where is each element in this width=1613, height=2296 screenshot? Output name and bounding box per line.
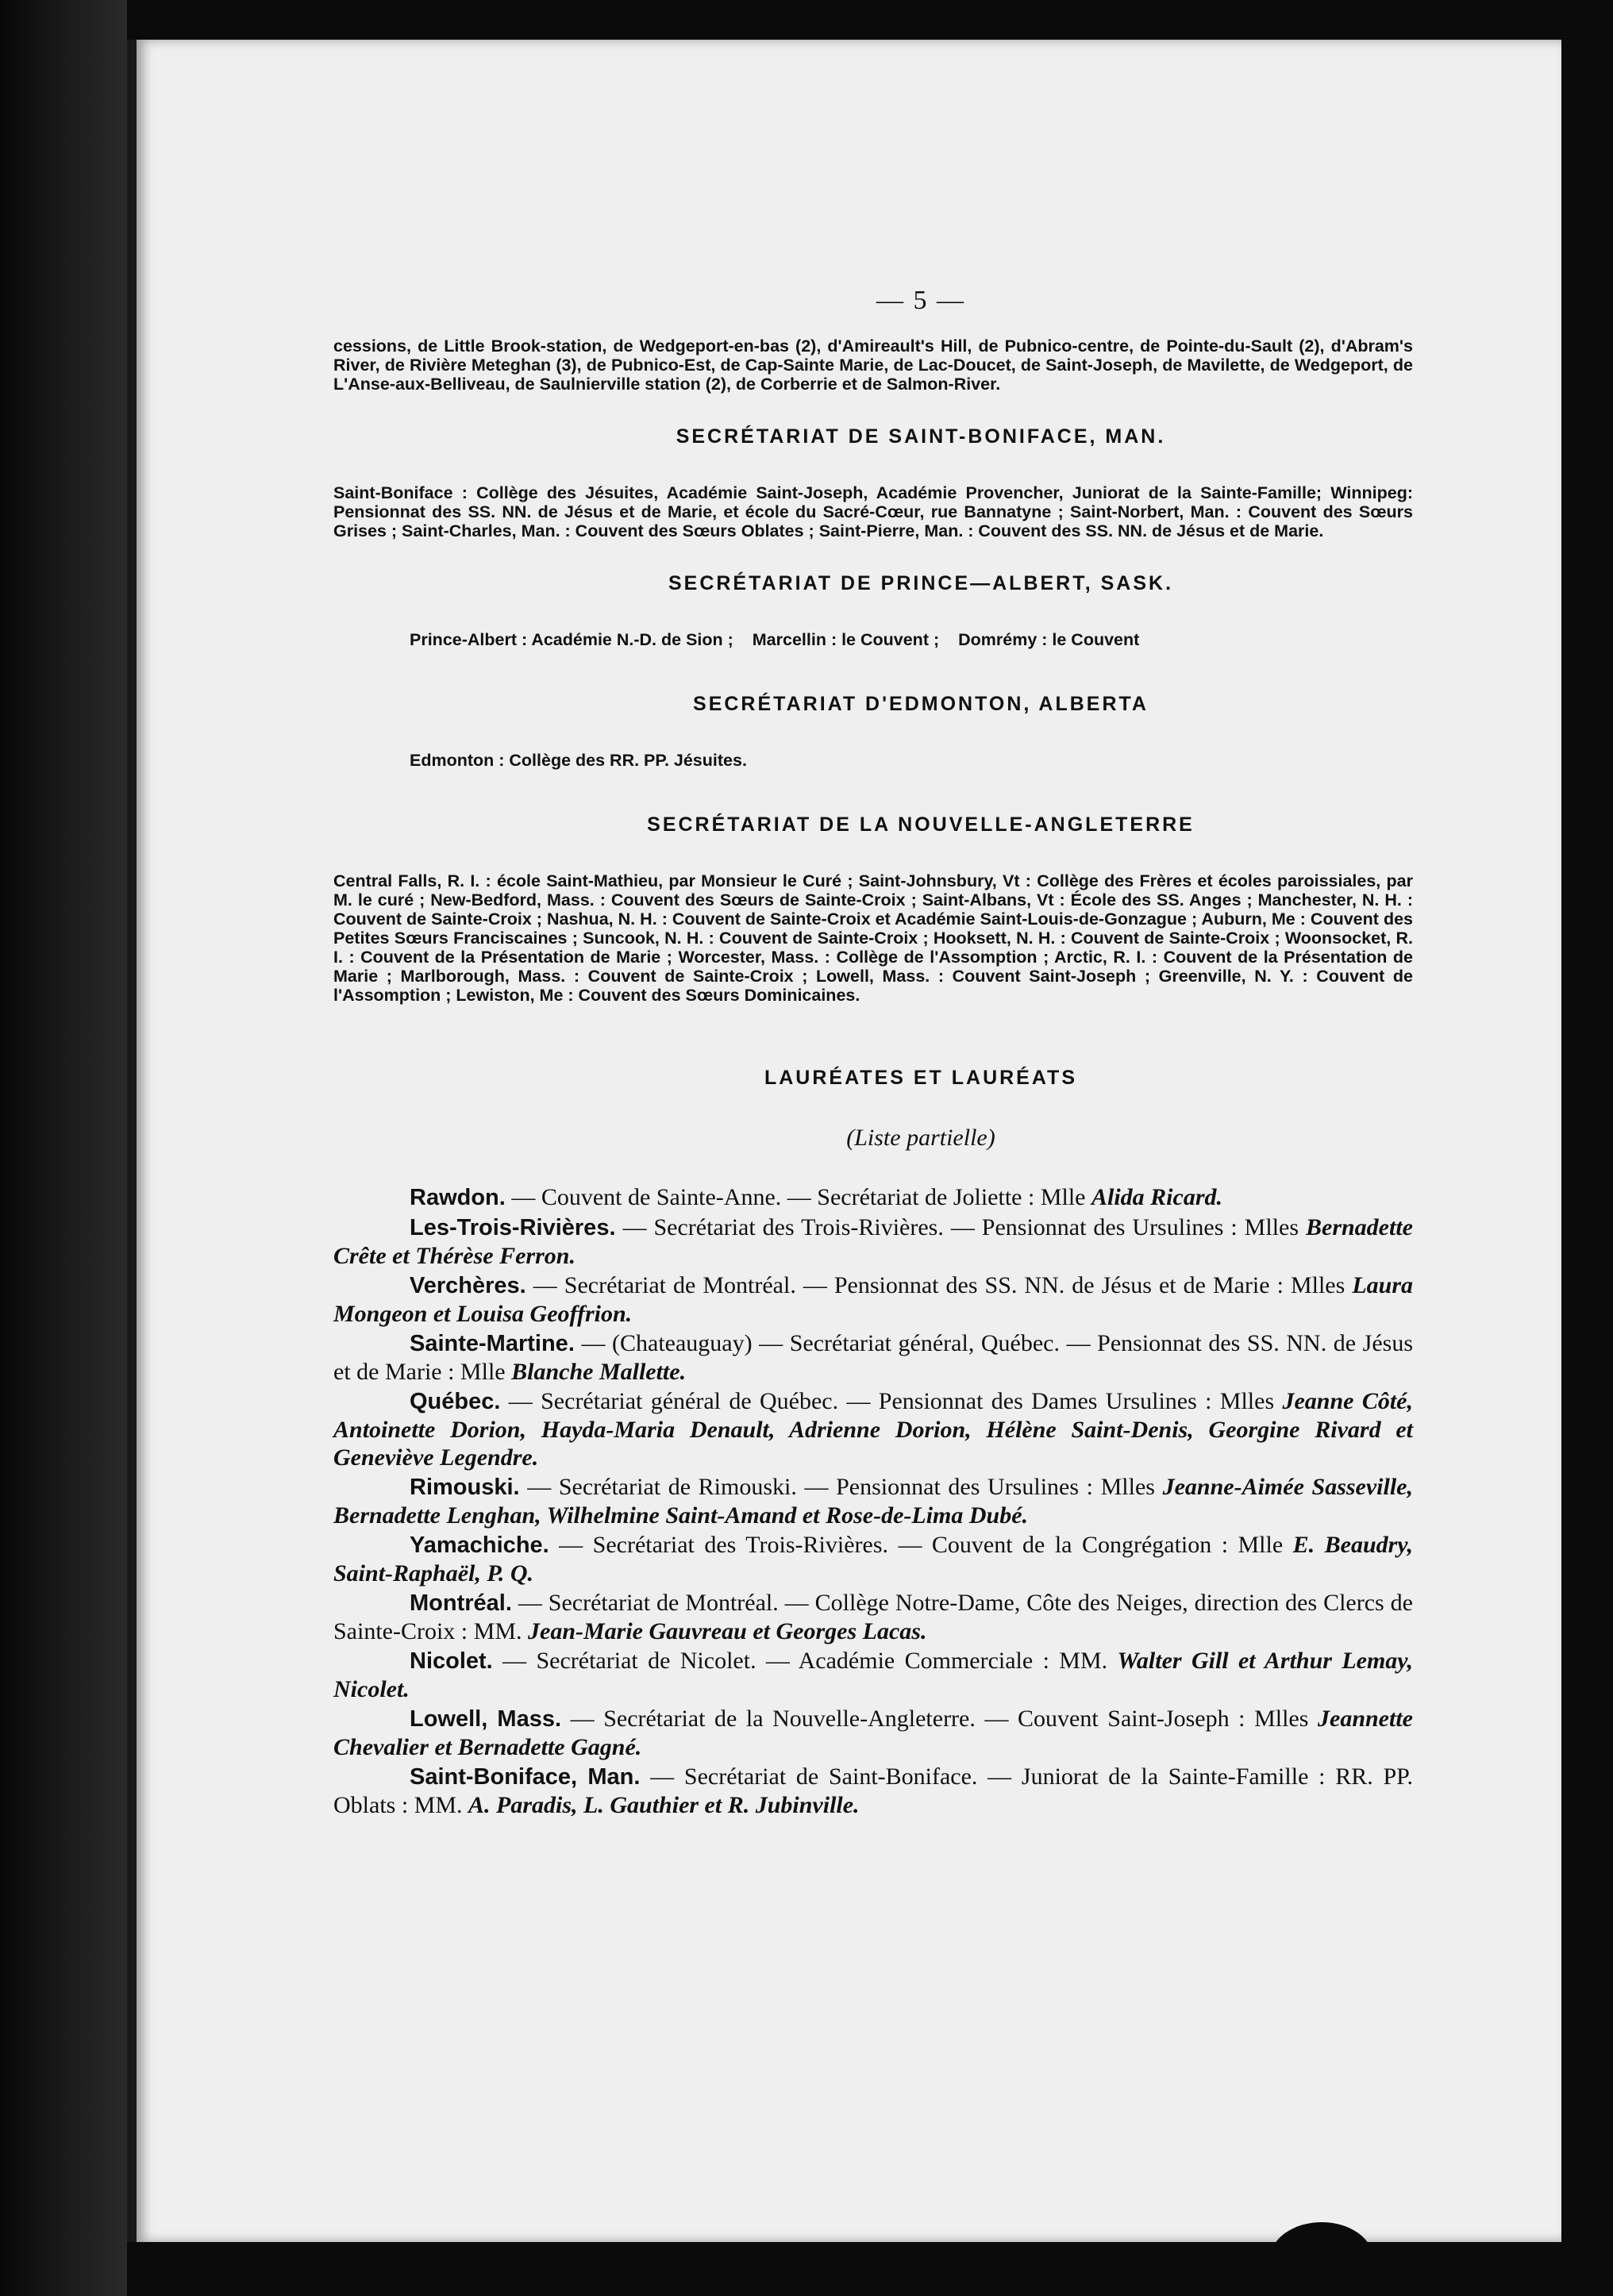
laureate-names: Jeanne-Aimée Sasseville, Bernadette Lenghan, Wilhelmine Saint-Amand et Rose-de-Lima Dubé. [333,1474,1413,1529]
laureate-place: Les-Trois-Rivières. [410,1215,616,1240]
laureate-details: — Secrétariat de Rimouski. — Pensionnat des Ursulines : Mlles [519,1474,1163,1500]
laureates-subtitle: (Liste partielle) [846,1125,995,1151]
laureate-details: — Secrétariat de Saint-Boniface. — Juniorat de la Sainte-Famille : RR. PP. Oblats : MM. [333,1763,1414,1818]
page-content [333,286,1413,1821]
laureate-entry [333,1183,1413,1212]
laureate-entry [333,1387,1413,1471]
laureate-place: Québec. [410,1389,501,1414]
section-text: Central Falls, R. I. : école Saint-Mathieu, par Monsieur le Curé ; Saint-Johnsbury, Vt : Collège des Frères et écoles paroissiales, par M. le curé ; New-Bedford, Mass. : Couvent des Sœurs de Sainte-Croix ; Saint-Albans, Vt : École des SS. Anges ; Manchester, N. H. : Couvent de Sainte-Croix ; Nashua, N. H. : Couvent de Sainte-Croix et Académie Saint-Louis-de-Gonzague ; Auburn, Me : Couvent des Petites Sœurs Franciscaines ; Suncook, N. H. : Couvent de Sainte-Croix ; Hooksett, N. H. : Couvent de Sainte-Croix ; Woonsocket, R. I. : Couvent de la Présentation de Marie ; Worcester, Mass. : Collège de l'Assomption ; Arctic, R. I. : Couvent de la Présentation de Marie ; Marlborough, Mass. : Couvent de Sainte-Croix ; Lowell, Mass. : Couvent Saint-Joseph ; Greenville, N. Y. : Couvent de l'Assomption ; Lewiston, Me : Couvent des Sœurs Dominicaines. [333,871,1413,1005]
laureate-place: Sainte-Martine. [410,1331,575,1356]
book-binding [0,0,127,2296]
laureate-names: Walter Gill et Arthur Lemay, Nicolet. [333,1648,1413,1702]
intro-paragraph [333,337,1413,394]
section-item: Domrémy : le Couvent [958,630,1140,649]
section-item: Edmonton : Collège des RR. PP. Jésuites. [410,751,747,770]
laureate-names: Jeanne Côté, Antoinette Dorion, Hayda-Maria Denault, Adrienne Dorion, Hélène Saint-Denis, Georgine Rivard et Geneviève Legendre. [333,1388,1413,1471]
laureate-entry [333,1647,1413,1703]
laureate-entry [333,1531,1413,1587]
laureate-names: Jean-Marie Gauvreau et Georges Lacas. [528,1618,927,1644]
laureate-place: Lowell, Mass. [410,1706,562,1732]
section-heading-nouvelle-angleterre: SECRÉTARIAT DE LA NOUVELLE-ANGLETERRE [647,813,1195,836]
section-heading-edmonton: SECRÉTARIAT D'EDMONTON, ALBERTA [693,693,1149,715]
section-body-saint-boniface [333,483,1413,540]
laureate-details: — Secrétariat des Trois-Rivières. — Pensionnat des Ursulines : Mlles [615,1214,1306,1240]
laureate-entry [333,1705,1413,1761]
laureate-details: — Secrétariat de Nicolet. — Académie Commerciale : MM. [492,1648,1118,1674]
laureate-names: Bernadette Crête et Thérèse Ferron. [333,1214,1413,1269]
page-number: — 5 — [876,286,965,315]
laureate-entry [333,1589,1413,1645]
intro-text: cessions, de Little Brook-station, de Wedgeport-en-bas (2), d'Amireault's Hill, de Pubnico-centre, de Pointe-du-Sault (2), d'Abram's River, de Rivière Meteghan (3), de Pubnico-Est, de Cap-Sainte Marie, de Lac-Doucet, de Saint-Joseph, de Mavilette, de Wedgeport, de L'Anse-aux-Belliveau, de Saulnierville station (2), de Corberrie et de Salmon-River. [333,337,1413,394]
section-item: Prince-Albert : Académie N.-D. de Sion ; [410,630,733,649]
laureate-details: — Secrétariat des Trois-Rivières. — Couvent de la Congrégation : Mlle [549,1532,1293,1558]
section-body-edmonton [333,751,1413,771]
laureate-place: Rawdon. [410,1185,506,1210]
laureate-entry [333,1763,1413,1819]
laureate-names: E. Beaudry, Saint-Raphaël, P. Q. [333,1532,1413,1586]
laureate-entry [333,1329,1413,1386]
laureate-entry [333,1271,1413,1328]
laureate-place: Montréal. [410,1590,512,1616]
laureate-details: — Secrétariat de Montréal. — Collège Notre-Dame, Côte des Neiges, direction des Clercs de Sainte-Croix : MM. [333,1590,1413,1644]
scan-edge-blot [1270,2222,1373,2296]
section-item: Marcellin : le Couvent ; [752,630,940,649]
laureate-names: Blanche Mallette. [511,1359,687,1385]
laureates-heading: LAURÉATES ET LAURÉATS [764,1067,1078,1089]
laureates-list [333,1183,1413,1819]
laureate-details: — Secrétariat de la Nouvelle-Angleterre. — Couvent Saint-Joseph : Mlles [561,1706,1318,1732]
section-body-nouvelle-angleterre [333,871,1413,1005]
laureate-place: Yamachiche. [410,1533,549,1558]
section-body-prince-albert [333,630,1413,650]
section-text: Saint-Boniface : Collège des Jésuites, Académie Saint-Joseph, Académie Provencher, Juniorat de la Sainte-Famille; Winnipeg: Pensionnat des SS. NN. de Jésus et de Marie, et école du Sacré-Cœur, rue Bannatyne ; Saint-Norbert, Man. : Couvent des Sœurs Grises ; Saint-Charles, Man. : Couvent des Sœurs Oblates ; Saint-Pierre, Man. : Couvent des SS. NN. de Jésus et de Marie. [333,483,1413,540]
laureate-details: — (Chateauguay) — Secrétariat général, Québec. — Pensionnat des SS. NN. de Jésus et de Marie : Mlle [333,1330,1413,1385]
laureate-names: A. Paradis, L. Gauthier et R. Jubinville. [468,1792,860,1818]
laureate-place: Rimouski. [410,1475,520,1500]
laureate-details: — Couvent de Sainte-Anne. — Secrétariat de Joliette : Mlle [505,1184,1091,1210]
laureate-names: Alida Ricard. [1091,1184,1222,1210]
laureate-names: Laura Mongeon et Louisa Geoffrion. [333,1272,1413,1327]
section-heading-saint-boniface: SECRÉTARIAT DE SAINT-BONIFACE, MAN. [676,425,1166,448]
laureate-entry [333,1473,1413,1529]
laureate-names: Jeannette Chevalier et Bernadette Gagné. [333,1706,1413,1760]
document-page [127,40,1561,2242]
laureate-place: Verchères. [410,1273,526,1298]
laureate-details: — Secrétariat de Montréal. — Pensionnat des SS. NN. de Jésus et de Marie : Mlles [525,1272,1353,1298]
laureate-place: Nicolet. [410,1648,493,1674]
laureate-details: — Secrétariat général de Québec. — Pensionnat des Dames Ursulines : Mlles [500,1388,1283,1414]
section-heading-prince-albert: SECRÉTARIAT DE PRINCE—ALBERT, SASK. [668,572,1174,594]
laureate-entry [333,1213,1413,1270]
laureate-place: Saint-Boniface, Man. [410,1764,641,1790]
